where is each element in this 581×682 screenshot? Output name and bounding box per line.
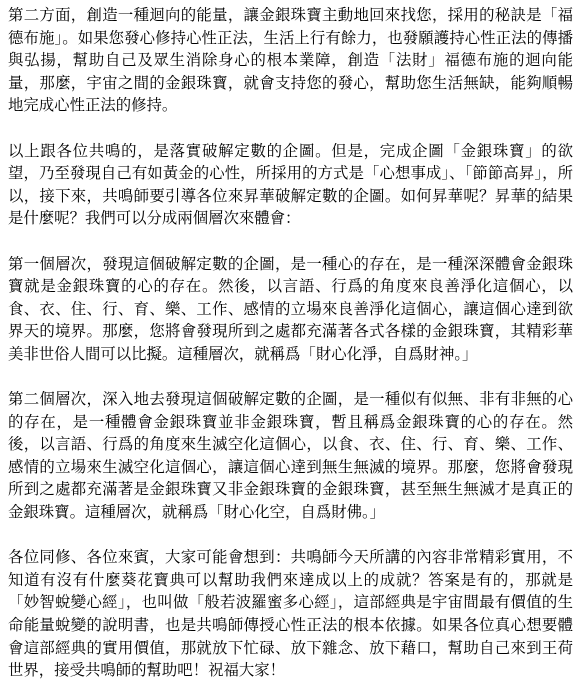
paragraph-spacer bbox=[8, 366, 573, 389]
paragraph-spacer bbox=[8, 117, 573, 140]
article-body bbox=[8, 4, 573, 682]
paragraph-second-level: 第二個層次，深入地去發現這個破解定數的企圖，是一種似有似無、非有非無的心的存在，是一種體會金銀珠寶並非金銀珠寶，暫且稱爲金銀珠寶的心的存在。然後，以言語、行爲的角度來生滅空化這個心，以食、衣、住、行、育、樂、工作、感情的立場來生滅空化這個心，讓這個心達到無生無滅的境界。那麼，您將會發現所到之處都充滿著是金銀珠寶又非金銀珠寶的金銀珠寶，甚至無生無滅才是真正的金銀珠寶。這種層次，就稱爲「財心化空，自爲財佛。」 bbox=[8, 390, 573, 522]
paragraph-sublimation-intro: 以上跟各位共鳴的，是落實破解定數的企圖。但是，完成企圖「金銀珠寶」的欲望，乃至發現自己有如黃金的心性，所採用的方式是「心想事成」、「節節高昇」，所以，接下來，共鳴師要引導各位來昇華破解定數的企圖。如何昇華呢？昇華的結果是什麼呢？我們可以分成兩個層次來體會： bbox=[8, 141, 573, 228]
paragraph-spacer bbox=[8, 524, 573, 547]
paragraph-golden-giving: 第二方面，創造一種迴向的能量，讓金銀珠寶主動地回來找您，採用的秘訣是「福德布施」。如果您發心修持心性正法，生活上行有餘力，也發願護持心性正法的傳播與弘揚，幫助自己及眾生消除身心的根本業障，創造「法財」福德布施的迴向能量，那麼，宇宙之間的金銀珠寶，就會支持您的發心，幫助您生活無缺，能夠順暢地完成心性正法的修持。 bbox=[8, 6, 573, 115]
paragraph-closing-blessing: 各位同修、各位來賓，大家可能會想到：共鳴師今天所講的內容非常精彩實用，不知道有沒有什麼葵花寶典可以幫助我們來達成以上的成就？答案是有的，那就是「妙智蛻變心經」，也叫做「般若波羅蜜多心經」，這部經典是宇宙間最有價值的生命能量蛻變的說明書，也是共鳴師傳授心性正法的根本依據。如果各位真心想要體會這部經典的實用價值，那就放下忙碌、放下雜念、放下藉口，幫助自己來到王荷世界，接受共鳴師的幫助吧！祝福大家！ bbox=[8, 548, 573, 680]
paragraph-first-level: 第一個層次，發現這個破解定數的企圖，是一種心的存在，是一種深深體會金銀珠寶就是金銀珠寶的心的存在。然後，以言語、行爲的角度來良善淨化這個心，以食、衣、住、行、育、樂、工作、感情的立場來良善淨化這個心，讓這個心達到欲界天的境界。那麼，您將會發現所到之處都充滿著各式各樣的金銀珠寶，其精彩華美非世俗人間可以比擬。這種層次，就稱爲「財心化淨，自爲財神。」 bbox=[8, 254, 573, 363]
paragraph-spacer bbox=[8, 230, 573, 253]
